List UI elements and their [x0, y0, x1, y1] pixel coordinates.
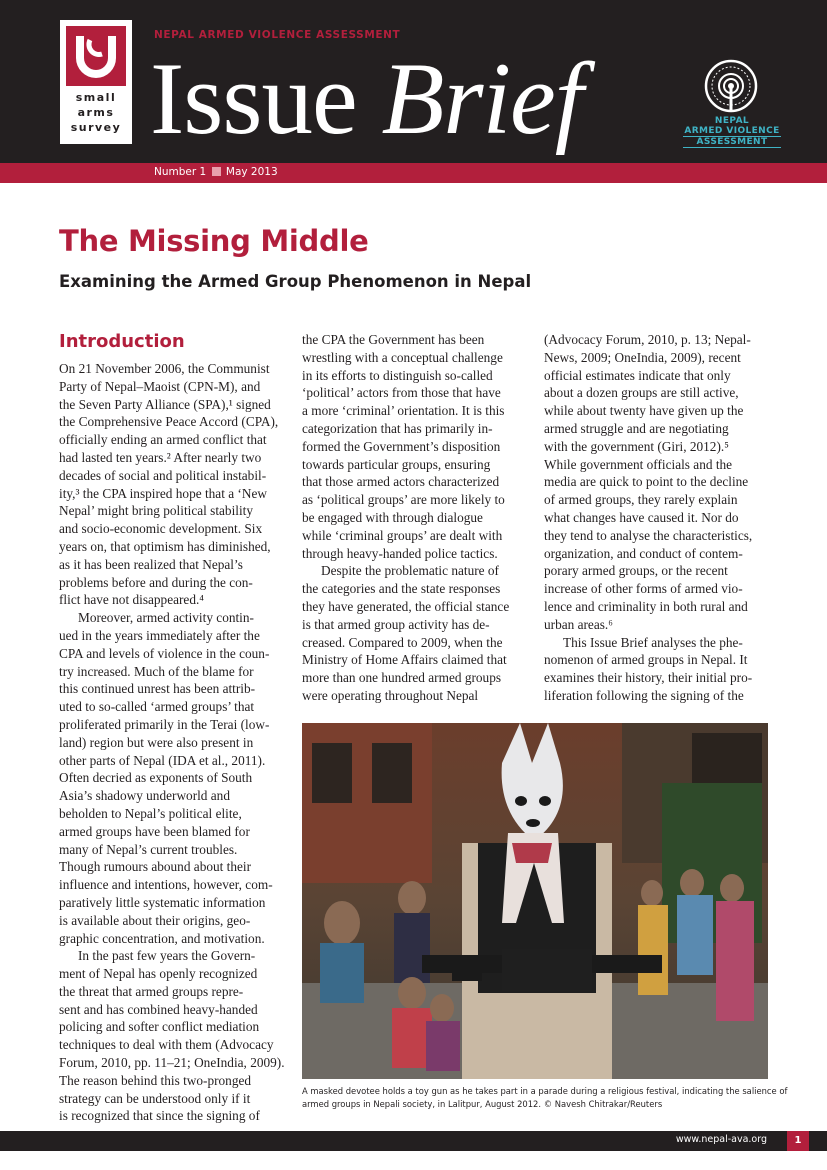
text-line: towards particular groups, ensuring — [302, 456, 491, 472]
text-line: about a dozen groups are still active, — [544, 385, 739, 401]
text-column-2 — [302, 331, 525, 705]
text-line: try increased. Much of the blame for — [59, 663, 254, 679]
paragraph — [59, 609, 282, 947]
text-line: (Advocacy Forum, 2010, p. 13; Nepal- — [544, 332, 751, 347]
nava-wordmark: NEPAL ARMED VIOLENCE ASSESSMENT — [684, 116, 780, 147]
paragraph — [544, 634, 767, 705]
text-line: Often decried as exponents of South — [59, 770, 253, 786]
paragraph — [302, 331, 525, 562]
text-line: is recognized that since the signing of — [59, 1108, 260, 1124]
text-line: uted to so-called ‘armed groups’ that — [59, 699, 255, 715]
page-number: 1 — [787, 1131, 809, 1151]
text-line: Nepal’ might bring political stability — [59, 503, 253, 519]
issue-info — [154, 166, 278, 178]
nava-emblem-icon — [703, 58, 759, 114]
text-line: strategy can be understood only if it — [59, 1090, 251, 1106]
text-line: examines their history, their initial pro- — [544, 670, 753, 686]
publication-title: Issue Brief — [150, 42, 583, 156]
text-line: influence and intentions, however, com- — [59, 877, 273, 893]
issue-number: Number 1 — [154, 166, 207, 178]
text-line: land) region but were also present in — [59, 734, 254, 750]
text-line: the categories and the state responses — [302, 581, 501, 597]
article-title: The Missing Middle — [59, 224, 369, 258]
text-line: is available about their origins, geo- — [59, 912, 251, 928]
text-line: Forum, 2010, pp. 11–21; OneIndia, 2009). — [59, 1055, 285, 1071]
text-column-3 — [544, 331, 767, 705]
text-line: armed groups have been blamed for — [59, 823, 250, 839]
text-line: problems before and during the con- — [59, 574, 253, 590]
text-line: that those armed actors characterized — [302, 474, 500, 490]
text-line: and socio-economic development. Six — [59, 521, 263, 537]
text-line: organization, and conduct of contem- — [544, 545, 743, 561]
text-line: flict have not disappeared.⁴ — [59, 592, 204, 608]
separator-square-icon — [212, 167, 221, 176]
text-line: while about twenty have given up the — [544, 403, 744, 419]
paragraph — [302, 562, 525, 704]
paragraph — [59, 360, 282, 609]
text-line: more than one hundred armed groups — [302, 670, 502, 686]
text-line: creased. Compared to 2009, when the — [302, 634, 503, 650]
small-arms-survey-emblem-icon — [66, 26, 126, 86]
text-line: In the past few years the Govern- — [78, 948, 256, 964]
text-line: as ‘political groups’ are more likely to — [302, 492, 505, 508]
issue-bar — [0, 163, 827, 183]
paragraph — [59, 947, 285, 1125]
text-line: they have generated, the official stance — [302, 598, 510, 614]
text-line: ment of Nepal has openly recognized — [59, 966, 258, 982]
issue-date: May 2013 — [225, 166, 278, 178]
article-subtitle: Examining the Armed Group Phenomenon in Nepal — [59, 272, 532, 291]
section-heading: Introduction — [59, 331, 185, 352]
text-line: paratively little systematic information — [59, 894, 266, 910]
publication-series: NEPAL ARMED VIOLENCE ASSESSMENT — [154, 29, 401, 41]
text-line: while ‘criminal groups’ are dealt with — [302, 527, 503, 543]
text-line: a more ‘criminal’ orientation. It is this — [302, 403, 505, 419]
text-line: formed the Government’s disposition — [302, 438, 501, 454]
text-line: had lasted ten years.² After nearly two — [59, 449, 262, 465]
text-line: of armed groups, they rarely explain — [544, 492, 738, 508]
text-line: sent and has combined heavy-handed — [59, 1001, 258, 1017]
text-line: as it has been realized that Nepal’s — [59, 556, 243, 572]
text-line: policing and softer conflict mediation — [59, 1019, 260, 1035]
text-line: increase of other forms of armed vio- — [544, 581, 743, 597]
text-line: News, 2009; OneIndia, 2009), recent — [544, 349, 741, 365]
text-line: lence and criminality in both rural and — [544, 598, 748, 614]
small-arms-survey-logo — [60, 20, 132, 144]
text-line: Ministry of Home Affairs claimed that — [302, 652, 507, 668]
text-line: this continued unrest has been attrib- — [59, 681, 256, 697]
text-line: they tend to analyse the characteristics, — [544, 527, 753, 543]
nepal-ava-logo — [679, 58, 785, 154]
text-line: with the government (Giri, 2012).⁵ — [544, 438, 729, 454]
text-line: in its efforts to distinguish so-called — [302, 367, 493, 383]
text-line: is that armed group activity has de- — [302, 616, 490, 632]
photo-caption: A masked devotee holds a toy gun as he takes part in a parade during a religious festival, indicating the salience of armed groups in Nepali society, in Lalitpur, August 2012. © Navesh Chitrakar/Reuters — [302, 1086, 788, 1109]
text-line: While government officials and the — [544, 456, 733, 472]
text-line: ity,³ the CPA inspired hope that a ‘New — [59, 485, 267, 501]
text-line: This Issue Brief analyses the phe- — [563, 634, 743, 650]
text-line: liferation following the signing of the — [544, 687, 744, 703]
text-line: graphic concentration, and motivation. — [59, 930, 265, 946]
small-arms-survey-wordmark: small arms survey — [70, 91, 122, 134]
text-line: techniques to deal with them (Advocacy — [59, 1037, 274, 1053]
text-line: Moreover, armed activity contin- — [78, 610, 254, 626]
text-line: official estimates indicate that only — [544, 367, 731, 383]
text-line: through heavy-handed police tactics. — [302, 545, 498, 561]
text-line: categorization that has primarily in- — [302, 420, 493, 436]
text-line: Despite the problematic nature of — [321, 563, 499, 579]
text-line: beholden to Nepal’s political elite, — [59, 805, 242, 821]
text-line: Though rumours abound about their — [59, 859, 252, 875]
text-line: the Seven Party Alliance (SPA),¹ signed — [59, 396, 271, 412]
text-line: ‘political’ actors from those that have — [302, 385, 501, 401]
text-line: Party of Nepal–Maoist (CPN-M), and — [59, 378, 261, 394]
text-line: officially ending an armed conflict that — [59, 432, 267, 448]
text-line: the CPA the Government has been — [302, 332, 485, 347]
text-line: CPA and levels of violence in the coun- — [59, 645, 270, 661]
text-line: were operating throughout Nepal — [302, 687, 479, 703]
text-line: many of Nepal’s current troubles. — [59, 841, 238, 857]
text-line: decades of social and political instabil- — [59, 467, 267, 483]
text-line: porary armed groups, or the recent — [544, 563, 728, 579]
text-line: wrestling with a conceptual challenge — [302, 349, 503, 365]
text-line: nomenon of armed groups in Nepal. It — [544, 652, 748, 668]
article-photo — [302, 723, 768, 1079]
text-line: Asia’s shadowy underworld and — [59, 788, 230, 804]
text-line: years on, that optimism has diminished, — [59, 538, 271, 554]
text-line: urban areas.⁶ — [544, 616, 613, 632]
text-line: armed struggle and are negotiating — [544, 420, 729, 436]
paragraph — [544, 331, 767, 634]
text-line: the threat that armed groups repre- — [59, 983, 244, 999]
text-line: media are quick to point to the decline — [544, 474, 749, 490]
text-line: On 21 November 2006, the Communist — [59, 361, 270, 376]
text-line: proliferated primarily in the Terai (low- — [59, 716, 270, 732]
text-line: what changes have caused it. Nor do — [544, 509, 739, 525]
website-link[interactable]: www.nepal-ava.org — [675, 1134, 767, 1145]
text-column-1 — [59, 360, 285, 1125]
text-line: be engaged with through dialogue — [302, 509, 483, 525]
text-line: The reason behind this two-pronged — [59, 1072, 252, 1088]
text-line: other parts of Nepal (IDA et al., 2011). — [59, 752, 266, 768]
text-line: the Comprehensive Peace Accord (CPA), — [59, 414, 279, 430]
text-line: ued in the years immediately after the — [59, 627, 260, 643]
